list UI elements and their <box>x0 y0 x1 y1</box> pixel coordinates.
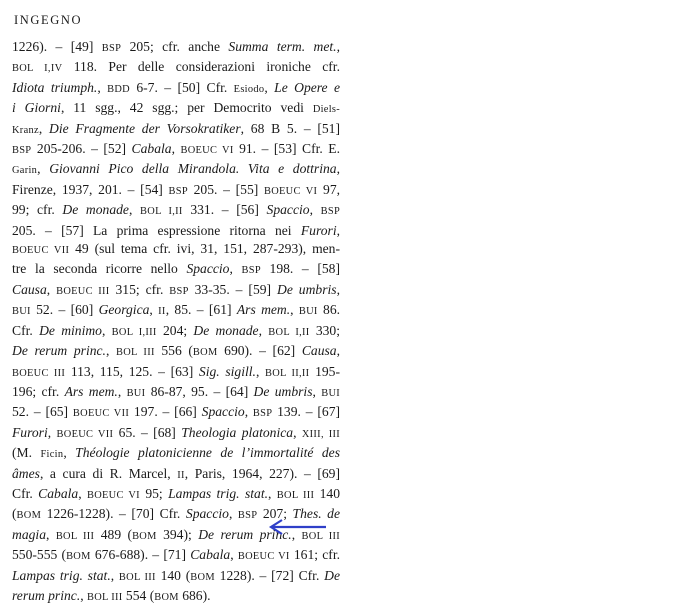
text-run: 686). <box>178 587 211 603</box>
italic-title: Le Opere e <box>274 79 341 95</box>
text-run: , <box>105 343 116 359</box>
italic-title: Spaccio <box>201 404 245 420</box>
small-caps-abbrev: BOL III <box>116 347 155 359</box>
text-line <box>12 38 340 58</box>
italic-title: De rerum princ. <box>12 343 106 359</box>
text-run: 204; <box>156 322 194 338</box>
text-run: , <box>110 567 119 583</box>
italic-title: âmes <box>12 465 40 481</box>
text-run: , <box>97 79 108 95</box>
text-run: , <box>128 202 141 218</box>
text-line <box>12 403 340 423</box>
small-caps-abbrev: BOM <box>16 510 42 522</box>
text-run: 205; cfr. anche <box>121 39 229 54</box>
text-run: 205. – [57] La prima espressione ritorna nei <box>12 222 301 238</box>
italic-title: De monade <box>193 322 259 338</box>
text-run: 315; cfr. <box>109 281 170 297</box>
text-run: , 68 B 5. – [51] <box>240 120 341 136</box>
italic-title: Giovanni Pico della Mirandola. Vita e dottrina <box>49 161 337 177</box>
small-caps-abbrev: Esiodo <box>233 83 265 95</box>
italic-title: Summa term. met. <box>228 39 337 54</box>
small-caps-abbrev: BOEUC III <box>12 367 66 379</box>
italic-title: Sig. sigill. <box>198 363 256 379</box>
text-line <box>12 281 340 301</box>
text-run: 198. – [58] <box>260 261 341 277</box>
small-caps-abbrev: BOEUC VI <box>180 145 234 157</box>
text-run: 140 <box>314 485 341 501</box>
text-run: , <box>47 424 57 440</box>
italic-title: Theologia platonica <box>181 424 294 440</box>
small-caps-abbrev: BUI <box>298 306 318 318</box>
text-line <box>12 465 340 485</box>
italic-title: De <box>324 567 340 583</box>
text-run: , <box>63 445 76 461</box>
italic-title: Cabala <box>38 485 79 501</box>
text-run: 205. – [55] <box>187 181 264 197</box>
italic-title: Cabala <box>190 547 231 563</box>
text-run: (M. <box>12 445 41 461</box>
italic-title: Idiota triumph. <box>12 79 98 95</box>
small-caps-abbrev: BOEUC VI <box>86 489 140 501</box>
small-caps-abbrev: BSP <box>101 43 122 54</box>
small-caps-abbrev: BOEUC VII <box>72 408 130 420</box>
text-run: 65. – [68] <box>113 424 182 440</box>
small-caps-abbrev: BUI <box>321 387 341 399</box>
small-caps-abbrev: BOL I,II <box>268 326 310 338</box>
italic-title: Lampas trig. stat. <box>12 567 111 583</box>
italic-title: Ars mem. <box>236 302 291 318</box>
italic-title: Furori <box>300 222 337 238</box>
text-run: , <box>37 161 50 177</box>
text-line <box>12 424 340 444</box>
text-run: , <box>264 79 275 95</box>
italic-title: Georgica <box>98 302 150 318</box>
text-line <box>12 222 340 240</box>
text-run: 550-555 ( <box>12 547 67 563</box>
text-run: , <box>45 526 56 542</box>
italic-title: Causa <box>12 281 47 297</box>
text-run: 86-87, 95. – [64] <box>145 383 254 399</box>
small-caps-abbrev: BOEUC VI <box>237 551 290 563</box>
italic-title: Théologie platonicienne de l’immortalité des <box>75 445 340 461</box>
small-caps-abbrev: BOEUC VI <box>264 185 318 197</box>
italic-title: De monade <box>62 202 129 218</box>
small-caps-abbrev: BOL II,II <box>265 367 310 379</box>
text-run: , <box>228 506 238 522</box>
text-run: 118. Per delle considerazioni ironiche cfr. <box>62 59 340 75</box>
text-run: , <box>78 485 87 501</box>
text-run: , <box>312 383 322 399</box>
small-caps-abbrev: BOEUC III <box>56 285 110 297</box>
small-caps-abbrev: XIII, III <box>301 428 340 440</box>
text-run: , <box>230 547 238 563</box>
small-caps-abbrev: BOEUC VII <box>12 245 70 257</box>
text-run: 690). – [62] <box>217 343 302 359</box>
italic-title: magia <box>12 526 46 542</box>
text-run: , <box>229 261 242 277</box>
text-line <box>12 567 340 587</box>
small-caps-abbrev: BOM <box>190 571 215 583</box>
italic-title: Spaccio <box>185 506 229 522</box>
text-run: , <box>291 526 302 542</box>
text-run: 207; <box>257 506 293 522</box>
small-caps-abbrev: BOM <box>66 551 91 563</box>
text-line <box>12 383 340 403</box>
text-line <box>12 201 340 221</box>
small-caps-abbrev: BDD <box>107 83 130 95</box>
text-run: , <box>268 485 277 501</box>
small-caps-abbrev: Diels- <box>312 104 341 116</box>
running-head: INGEGNO <box>14 13 83 27</box>
text-run: , a cura di R. Marcel, <box>39 465 178 481</box>
text-run: , <box>149 302 159 318</box>
italic-title: Cabala <box>131 141 172 157</box>
small-caps-abbrev: BSP <box>168 185 188 197</box>
text-run: 49 (sul tema cfr. ivi, 31, 151, 287-293), men- <box>69 241 340 257</box>
arrow-left-icon <box>266 517 330 537</box>
text-run: 1228). – [72] Cfr. <box>214 567 325 583</box>
small-caps-abbrev: BOL III <box>118 571 156 583</box>
text-line <box>12 58 340 78</box>
text-run: 554 ( <box>122 587 155 603</box>
text-run: 1226). – [49] <box>12 39 102 54</box>
small-caps-abbrev: BOEUC VII <box>56 428 114 440</box>
italic-title: rerum princ. <box>12 587 81 603</box>
text-run: , 85. – [61] <box>165 302 237 318</box>
small-caps-abbrev: BSP <box>237 510 258 522</box>
italic-title: Die Fragmente der Vorsokratiker <box>49 120 241 136</box>
small-caps-abbrev: Garin <box>12 165 38 177</box>
text-run: , 11 sgg., 42 sgg.; per Democrito vedi <box>60 100 313 116</box>
text-run: 140 ( <box>155 567 191 583</box>
small-caps-abbrev: BUI <box>12 306 31 318</box>
small-caps-abbrev: BSP <box>169 285 189 297</box>
text-line <box>12 99 340 119</box>
text-run: 196; cfr. <box>12 383 65 399</box>
italic-title: Causa <box>301 343 337 359</box>
small-caps-abbrev: BOL I,II <box>140 206 183 218</box>
text-run: 489 ( <box>94 526 133 542</box>
small-caps-abbrev: BOM <box>192 347 218 359</box>
text-run: 91. – [53] Cfr. E. <box>233 141 340 157</box>
text-run: 556 ( <box>154 343 193 359</box>
text-line <box>12 301 340 321</box>
text-run: 86. <box>317 302 341 318</box>
text-run: Cfr. <box>12 322 40 338</box>
text-line <box>12 181 340 201</box>
text-run: Cfr. <box>12 485 39 501</box>
small-caps-abbrev: BOL III <box>55 530 95 542</box>
text-line <box>12 342 340 362</box>
small-caps-abbrev: Kranz <box>12 124 39 136</box>
text-line <box>12 587 340 607</box>
small-caps-abbrev: II <box>158 306 166 318</box>
text-line <box>12 140 340 160</box>
small-caps-abbrev: BSP <box>241 265 261 277</box>
italic-title: Spaccio <box>186 261 230 277</box>
text-run: , <box>255 363 266 379</box>
text-line <box>12 485 340 505</box>
text-run: , <box>117 383 127 399</box>
text-run: , <box>290 302 299 318</box>
text-run: 331. – [56] <box>182 202 267 218</box>
small-caps-abbrev: BOL III <box>301 530 341 542</box>
text-line <box>12 322 340 342</box>
text-run: , <box>336 343 340 359</box>
italic-title: Furori <box>12 424 48 440</box>
text-run: , <box>171 141 181 157</box>
text-run: , <box>336 281 340 297</box>
small-caps-abbrev: BOL III <box>87 591 123 603</box>
italic-title: De rerum princ. <box>198 526 292 542</box>
small-caps-abbrev: BSP <box>320 206 341 218</box>
small-caps-abbrev: BUI <box>126 387 146 399</box>
text-line <box>12 363 340 383</box>
small-caps-abbrev: BOL I,IV <box>12 63 63 75</box>
text-run: 52. – [60] <box>30 302 99 318</box>
italic-title: De minimo <box>39 322 102 338</box>
text-run: , <box>336 222 340 238</box>
small-caps-abbrev: BSP <box>252 408 273 420</box>
text-line <box>12 240 340 260</box>
text-run: 52. – [65] <box>12 404 73 420</box>
text-line <box>12 260 340 280</box>
small-caps-abbrev: BOL III <box>276 489 315 501</box>
small-caps-abbrev: II <box>177 469 185 481</box>
text-run: tre la seconda ricorre nello <box>12 261 187 277</box>
italic-title: Lampas trig. stat. <box>168 485 268 501</box>
text-run: 139. – [67] <box>272 404 341 420</box>
small-caps-abbrev: BSP <box>12 145 32 157</box>
text-run: , <box>336 39 340 54</box>
text-run: 1226-1228). – [70] Cfr. <box>41 506 186 522</box>
text-run: , <box>46 281 57 297</box>
text-run: , <box>80 587 88 603</box>
small-caps-abbrev: BOM <box>154 591 179 603</box>
text-run: 99; cfr. <box>12 202 63 218</box>
text-run: , <box>258 322 269 338</box>
italic-title: Ars mem. <box>64 383 118 399</box>
small-caps-abbrev: Ficin <box>40 449 64 461</box>
text-run: , <box>336 161 340 177</box>
text-run: , <box>101 322 112 338</box>
text-run: 195- <box>309 363 340 379</box>
italic-title: Spaccio <box>266 202 310 218</box>
text-run: ( <box>12 506 17 522</box>
text-run: 394); <box>156 526 199 542</box>
text-run: 330; <box>309 322 340 338</box>
text-run: , Paris, 1964, 227). – [69] <box>184 465 340 481</box>
text-run: 197. – [66] <box>129 404 202 420</box>
back-arrow-link[interactable] <box>266 517 330 537</box>
text-run: 113, 115, 125. – [63] <box>65 363 199 379</box>
text-run: , <box>244 404 253 420</box>
text-line <box>12 444 340 464</box>
text-run: 676-688). – [71] <box>90 547 191 563</box>
text-line <box>12 79 340 99</box>
text-line <box>12 546 340 566</box>
text-run: 33-35. – [59] <box>188 281 278 297</box>
small-caps-abbrev: BOL I,III <box>111 326 157 338</box>
text-run: , <box>38 120 50 136</box>
italic-title: Thes. de <box>292 506 341 522</box>
italic-title: De umbris <box>253 383 313 399</box>
text-run: 161; cfr. <box>289 547 341 563</box>
text-run: , <box>293 424 302 440</box>
italic-title: i Giorni <box>12 100 61 116</box>
text-run: 97, <box>317 181 341 197</box>
small-caps-abbrev: BOM <box>132 530 157 542</box>
text-run: 205-206. – [52] <box>31 141 132 157</box>
text-run: Firenze, 1937, 201. – [54] <box>12 181 169 197</box>
text-run: , <box>309 202 321 218</box>
text-line <box>12 120 340 140</box>
text-line <box>12 160 340 180</box>
italic-title: De umbris <box>277 281 337 297</box>
text-run: 95; <box>139 485 169 501</box>
text-run: 6-7. – [50] Cfr. <box>129 79 234 95</box>
